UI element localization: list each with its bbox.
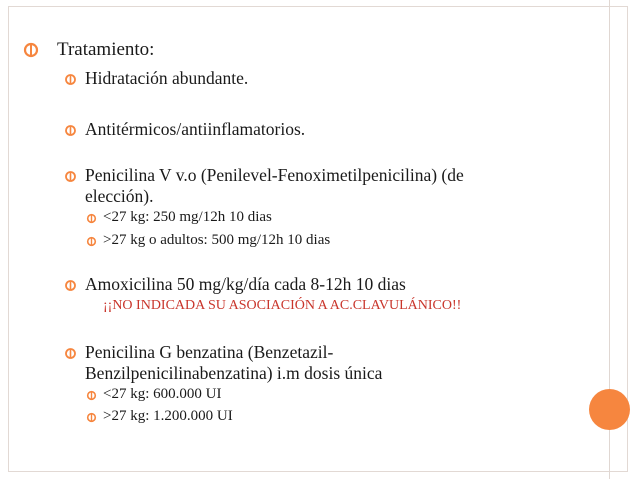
slide-title: Tratamiento: [57, 39, 155, 60]
bullet-icon [64, 279, 77, 292]
bullet-icon [64, 347, 77, 360]
bullet-icon [64, 170, 77, 183]
subitem-dose: >27 kg: 1.200.000 UI [103, 408, 233, 424]
list-item-antitermicos: Antitérmicos/antiinflamatorios. [85, 119, 306, 139]
warning-text: ¡¡NO INDICADA SU ASOCIACIÓN A AC.CLAVULÁNICO!! [103, 298, 462, 313]
bullet-icon [22, 41, 40, 59]
bullet-icon [64, 124, 77, 137]
bullet-icon [86, 390, 97, 401]
decorative-orange-circle [589, 389, 630, 430]
list-item-amoxicilina: Amoxicilina 50 mg/kg/día cada 8-12h 10 dias [85, 274, 406, 294]
subitem-dose: >27 kg o adultos: 500 mg/12h 10 dias [103, 232, 331, 248]
bullet-icon [86, 412, 97, 423]
list-item-penicilina-v-line2: elección). [85, 186, 154, 206]
subitem-dose: <27 kg: 250 mg/12h 10 dias [103, 209, 272, 225]
subitem-dose: <27 kg: 600.000 UI [103, 386, 222, 402]
list-item-penicilina-g-line2: Benzilpenicilinabenzatina) i.m dosis única [85, 363, 383, 383]
bullet-icon [86, 236, 97, 247]
list-item-penicilina-v-line1: Penicilina V v.o (Penilevel-Fenoximetilpenicilina) (de [85, 165, 464, 185]
bullet-icon [86, 213, 97, 224]
list-item-hidratacion: Hidratación abundante. [85, 68, 249, 88]
list-item-penicilina-g-line1: Penicilina G benzatina (Benzetazil- [85, 342, 334, 362]
bullet-icon [64, 73, 77, 86]
